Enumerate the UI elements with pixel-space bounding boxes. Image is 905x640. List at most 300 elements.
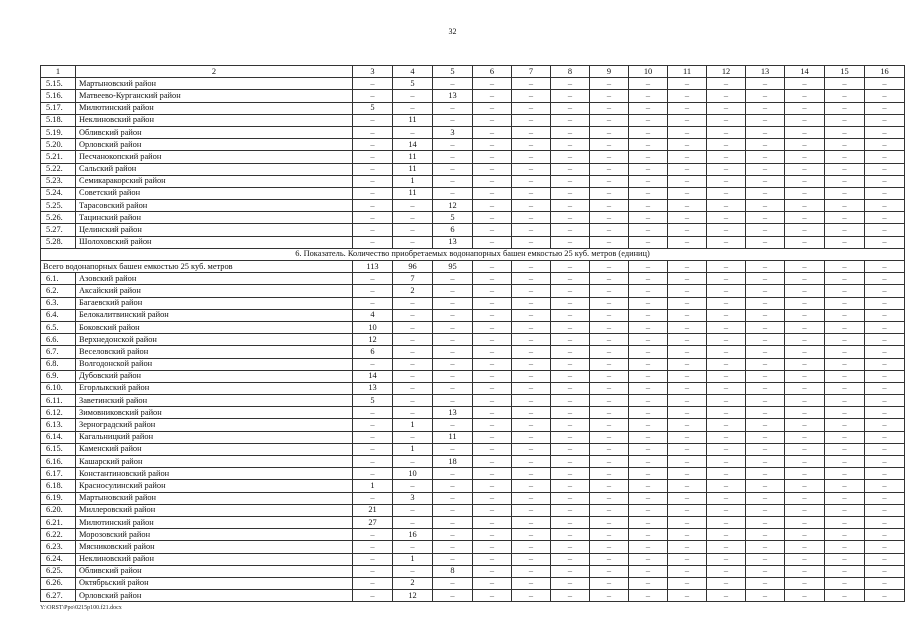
empty-cell: – xyxy=(707,187,746,199)
table-row xyxy=(41,151,905,163)
empty-cell: – xyxy=(668,516,707,528)
district-name: Красносулинский район xyxy=(76,480,353,492)
district-name: Тацинский район xyxy=(76,212,353,224)
empty-cell: – xyxy=(473,419,512,431)
empty-cell: – xyxy=(629,492,668,504)
district-name: Боковский район xyxy=(76,321,353,333)
empty-cell: – xyxy=(668,200,707,212)
empty-cell: – xyxy=(746,224,785,236)
empty-cell: – xyxy=(707,480,746,492)
empty-cell: – xyxy=(551,200,590,212)
empty-cell: – xyxy=(707,78,746,90)
empty-cell: – xyxy=(433,443,473,455)
empty-cell: – xyxy=(707,285,746,297)
empty-cell: – xyxy=(746,395,785,407)
empty-cell: – xyxy=(785,236,825,248)
empty-cell: – xyxy=(865,126,905,138)
empty-cell: – xyxy=(668,492,707,504)
empty-cell: – xyxy=(433,504,473,516)
empty-cell: – xyxy=(551,431,590,443)
row-number: 6.22. xyxy=(41,529,76,541)
empty-cell: – xyxy=(785,334,825,346)
district-name: Обливский район xyxy=(76,126,353,138)
empty-cell: – xyxy=(707,419,746,431)
empty-cell: – xyxy=(865,273,905,285)
empty-cell: – xyxy=(746,577,785,589)
empty-cell: – xyxy=(473,346,512,358)
empty-cell: – xyxy=(865,321,905,333)
empty-cell: – xyxy=(785,590,825,602)
empty-cell: – xyxy=(825,224,865,236)
empty-cell: – xyxy=(433,419,473,431)
empty-cell: – xyxy=(590,139,629,151)
empty-cell: – xyxy=(353,175,393,187)
empty-cell: – xyxy=(512,334,551,346)
empty-cell: – xyxy=(746,200,785,212)
empty-cell: – xyxy=(825,309,865,321)
empty-cell: – xyxy=(785,126,825,138)
row-number: 5.20. xyxy=(41,139,76,151)
value-cell: 5 xyxy=(433,212,473,224)
table-row xyxy=(41,590,905,602)
empty-cell: – xyxy=(393,334,433,346)
empty-cell: – xyxy=(512,529,551,541)
empty-cell: – xyxy=(629,90,668,102)
district-name: Зимовниковский район xyxy=(76,407,353,419)
empty-cell: – xyxy=(865,480,905,492)
empty-cell: – xyxy=(629,224,668,236)
value-cell: 5 xyxy=(393,78,433,90)
value-cell: 13 xyxy=(433,236,473,248)
empty-cell: – xyxy=(668,334,707,346)
empty-cell: – xyxy=(865,297,905,309)
empty-cell: – xyxy=(393,395,433,407)
value-cell: 12 xyxy=(353,334,393,346)
empty-cell: – xyxy=(473,273,512,285)
table-row xyxy=(41,370,905,382)
empty-cell: – xyxy=(353,297,393,309)
empty-cell: – xyxy=(433,273,473,285)
total-label: Всего водонапорных башен емкостью 25 куб. метров xyxy=(41,261,353,273)
empty-cell: – xyxy=(668,358,707,370)
empty-cell: – xyxy=(590,334,629,346)
empty-cell: – xyxy=(629,443,668,455)
empty-cell: – xyxy=(825,285,865,297)
empty-cell: – xyxy=(512,577,551,589)
empty-cell: – xyxy=(668,419,707,431)
empty-cell: – xyxy=(590,224,629,236)
empty-cell: – xyxy=(668,261,707,273)
empty-cell: – xyxy=(551,224,590,236)
empty-cell: – xyxy=(433,590,473,602)
empty-cell: – xyxy=(707,334,746,346)
empty-cell: – xyxy=(707,175,746,187)
empty-cell: – xyxy=(825,443,865,455)
section-title: 6. Показатель. Количество приобретаемых водонапорных башен емкостью 25 куб. метров (единиц) xyxy=(41,248,905,260)
empty-cell: – xyxy=(353,200,393,212)
empty-cell: – xyxy=(473,456,512,468)
empty-cell: – xyxy=(551,114,590,126)
empty-cell: – xyxy=(785,504,825,516)
empty-cell: – xyxy=(393,480,433,492)
empty-cell: – xyxy=(473,224,512,236)
value-cell: 13 xyxy=(433,407,473,419)
empty-cell: – xyxy=(433,358,473,370)
empty-cell: – xyxy=(668,309,707,321)
district-name: Заветинский район xyxy=(76,395,353,407)
value-cell: 11 xyxy=(393,151,433,163)
empty-cell: – xyxy=(512,187,551,199)
empty-cell: – xyxy=(746,407,785,419)
district-name: Дубовский район xyxy=(76,370,353,382)
empty-cell: – xyxy=(707,456,746,468)
empty-cell: – xyxy=(473,565,512,577)
empty-cell: – xyxy=(512,480,551,492)
empty-cell: – xyxy=(512,78,551,90)
empty-cell: – xyxy=(825,468,865,480)
empty-cell: – xyxy=(746,261,785,273)
empty-cell: – xyxy=(473,431,512,443)
empty-cell: – xyxy=(629,212,668,224)
district-name: Обливский район xyxy=(76,565,353,577)
row-number: 5.17. xyxy=(41,102,76,114)
empty-cell: – xyxy=(473,468,512,480)
empty-cell: – xyxy=(865,90,905,102)
empty-cell: – xyxy=(865,590,905,602)
row-number: 5.22. xyxy=(41,163,76,175)
empty-cell: – xyxy=(825,431,865,443)
empty-cell: – xyxy=(865,78,905,90)
empty-cell: – xyxy=(353,456,393,468)
value-cell: 16 xyxy=(393,529,433,541)
empty-cell: – xyxy=(551,126,590,138)
empty-cell: – xyxy=(590,200,629,212)
row-number: 6.18. xyxy=(41,480,76,492)
empty-cell: – xyxy=(512,431,551,443)
empty-cell: – xyxy=(746,504,785,516)
empty-cell: – xyxy=(473,382,512,394)
empty-cell: – xyxy=(785,346,825,358)
empty-cell: – xyxy=(707,261,746,273)
row-number: 5.27. xyxy=(41,224,76,236)
empty-cell: – xyxy=(785,114,825,126)
empty-cell: – xyxy=(551,541,590,553)
column-number: 13 xyxy=(746,66,785,78)
district-name: Морозовский район xyxy=(76,529,353,541)
empty-cell: – xyxy=(473,261,512,273)
table-row xyxy=(41,187,905,199)
empty-cell: – xyxy=(825,175,865,187)
total-value: 113 xyxy=(353,261,393,273)
empty-cell: – xyxy=(353,577,393,589)
empty-cell: – xyxy=(551,419,590,431)
empty-cell: – xyxy=(473,395,512,407)
district-name: Егорлыкский район xyxy=(76,382,353,394)
empty-cell: – xyxy=(590,358,629,370)
empty-cell: – xyxy=(785,431,825,443)
empty-cell: – xyxy=(785,553,825,565)
empty-cell: – xyxy=(668,553,707,565)
table-row xyxy=(41,395,905,407)
empty-cell: – xyxy=(551,102,590,114)
empty-cell: – xyxy=(785,516,825,528)
value-cell: 14 xyxy=(353,370,393,382)
empty-cell: – xyxy=(865,102,905,114)
district-name: Мартыновский район xyxy=(76,492,353,504)
table-row xyxy=(41,480,905,492)
empty-cell: – xyxy=(707,90,746,102)
table-row xyxy=(41,126,905,138)
district-name: Матвеево-Курганский район xyxy=(76,90,353,102)
empty-cell: – xyxy=(629,200,668,212)
row-number: 6.2. xyxy=(41,285,76,297)
row-number: 6.13. xyxy=(41,419,76,431)
column-number: 11 xyxy=(668,66,707,78)
empty-cell: – xyxy=(785,529,825,541)
empty-cell: – xyxy=(433,321,473,333)
empty-cell: – xyxy=(393,321,433,333)
empty-cell: – xyxy=(825,553,865,565)
empty-cell: – xyxy=(551,468,590,480)
empty-cell: – xyxy=(551,334,590,346)
empty-cell: – xyxy=(865,565,905,577)
empty-cell: – xyxy=(551,78,590,90)
empty-cell: – xyxy=(746,480,785,492)
empty-cell: – xyxy=(353,151,393,163)
empty-cell: – xyxy=(746,334,785,346)
empty-cell: – xyxy=(473,212,512,224)
empty-cell: – xyxy=(473,334,512,346)
value-cell: 5 xyxy=(353,102,393,114)
table-row xyxy=(41,309,905,321)
empty-cell: – xyxy=(785,139,825,151)
row-number: 6.19. xyxy=(41,492,76,504)
empty-cell: – xyxy=(865,492,905,504)
district-name: Целинский район xyxy=(76,224,353,236)
empty-cell: – xyxy=(433,151,473,163)
empty-cell: – xyxy=(590,114,629,126)
district-name: Мясниковский район xyxy=(76,541,353,553)
empty-cell: – xyxy=(353,163,393,175)
empty-cell: – xyxy=(825,382,865,394)
empty-cell: – xyxy=(590,577,629,589)
empty-cell: – xyxy=(668,577,707,589)
empty-cell: – xyxy=(433,297,473,309)
empty-cell: – xyxy=(707,102,746,114)
empty-cell: – xyxy=(668,480,707,492)
empty-cell: – xyxy=(629,504,668,516)
table-row xyxy=(41,273,905,285)
row-number: 6.24. xyxy=(41,553,76,565)
empty-cell: – xyxy=(393,200,433,212)
empty-cell: – xyxy=(668,407,707,419)
column-number: 12 xyxy=(707,66,746,78)
empty-cell: – xyxy=(512,163,551,175)
empty-cell: – xyxy=(746,370,785,382)
empty-cell: – xyxy=(551,553,590,565)
value-cell: 1 xyxy=(353,480,393,492)
empty-cell: – xyxy=(433,334,473,346)
empty-cell: – xyxy=(668,431,707,443)
empty-cell: – xyxy=(473,236,512,248)
district-name: Милютинский район xyxy=(76,102,353,114)
file-path-footer: Y:\ORST\Ppo\0215p100.f21.docx xyxy=(40,605,122,611)
empty-cell: – xyxy=(473,187,512,199)
empty-cell: – xyxy=(668,346,707,358)
total-row xyxy=(41,261,905,273)
empty-cell: – xyxy=(473,102,512,114)
empty-cell: – xyxy=(473,163,512,175)
empty-cell: – xyxy=(746,419,785,431)
value-cell: 8 xyxy=(433,565,473,577)
empty-cell: – xyxy=(473,151,512,163)
empty-cell: – xyxy=(825,78,865,90)
empty-cell: – xyxy=(433,114,473,126)
empty-cell: – xyxy=(746,346,785,358)
empty-cell: – xyxy=(785,78,825,90)
empty-cell: – xyxy=(785,212,825,224)
table-row xyxy=(41,492,905,504)
row-number: 5.28. xyxy=(41,236,76,248)
row-number: 5.15. xyxy=(41,78,76,90)
empty-cell: – xyxy=(393,565,433,577)
empty-cell: – xyxy=(865,407,905,419)
empty-cell: – xyxy=(393,236,433,248)
empty-cell: – xyxy=(629,285,668,297)
value-cell: 2 xyxy=(393,577,433,589)
empty-cell: – xyxy=(590,395,629,407)
row-number: 6.27. xyxy=(41,590,76,602)
empty-cell: – xyxy=(353,187,393,199)
empty-cell: – xyxy=(393,297,433,309)
column-number: 10 xyxy=(629,66,668,78)
empty-cell: – xyxy=(512,504,551,516)
empty-cell: – xyxy=(825,163,865,175)
row-number: 6.1. xyxy=(41,273,76,285)
table-row xyxy=(41,321,905,333)
empty-cell: – xyxy=(668,285,707,297)
empty-cell: – xyxy=(629,370,668,382)
empty-cell: – xyxy=(512,395,551,407)
empty-cell: – xyxy=(473,577,512,589)
empty-cell: – xyxy=(865,431,905,443)
district-name: Октябрьский район xyxy=(76,577,353,589)
value-cell: 3 xyxy=(393,492,433,504)
empty-cell: – xyxy=(785,261,825,273)
empty-cell: – xyxy=(629,480,668,492)
empty-cell: – xyxy=(473,541,512,553)
empty-cell: – xyxy=(785,175,825,187)
empty-cell: – xyxy=(590,212,629,224)
empty-cell: – xyxy=(746,529,785,541)
empty-cell: – xyxy=(865,334,905,346)
empty-cell: – xyxy=(393,456,433,468)
district-name: Азовский район xyxy=(76,273,353,285)
empty-cell: – xyxy=(825,358,865,370)
empty-cell: – xyxy=(668,273,707,285)
empty-cell: – xyxy=(433,285,473,297)
empty-cell: – xyxy=(668,187,707,199)
empty-cell: – xyxy=(393,224,433,236)
page-number: 32 xyxy=(448,27,457,36)
empty-cell: – xyxy=(629,419,668,431)
empty-cell: – xyxy=(512,297,551,309)
empty-cell: – xyxy=(865,419,905,431)
empty-cell: – xyxy=(433,139,473,151)
empty-cell: – xyxy=(590,382,629,394)
row-number: 6.25. xyxy=(41,565,76,577)
empty-cell: – xyxy=(825,590,865,602)
empty-cell: – xyxy=(707,529,746,541)
empty-cell: – xyxy=(433,163,473,175)
row-number: 6.21. xyxy=(41,516,76,528)
empty-cell: – xyxy=(629,577,668,589)
empty-cell: – xyxy=(590,480,629,492)
empty-cell: – xyxy=(629,151,668,163)
empty-cell: – xyxy=(551,395,590,407)
empty-cell: – xyxy=(590,346,629,358)
empty-cell: – xyxy=(825,504,865,516)
empty-cell: – xyxy=(551,151,590,163)
empty-cell: – xyxy=(668,224,707,236)
empty-cell: – xyxy=(629,358,668,370)
value-cell: 10 xyxy=(393,468,433,480)
empty-cell: – xyxy=(353,212,393,224)
row-number: 6.26. xyxy=(41,577,76,589)
empty-cell: – xyxy=(512,321,551,333)
empty-cell: – xyxy=(590,187,629,199)
empty-cell: – xyxy=(433,492,473,504)
empty-cell: – xyxy=(746,358,785,370)
empty-cell: – xyxy=(707,407,746,419)
district-name: Багаевский район xyxy=(76,297,353,309)
district-name: Милютинский район xyxy=(76,516,353,528)
column-number: 1 xyxy=(41,66,76,78)
empty-cell: – xyxy=(433,102,473,114)
row-number: 5.21. xyxy=(41,151,76,163)
empty-cell: – xyxy=(707,553,746,565)
district-name: Белокалитвинский район xyxy=(76,309,353,321)
empty-cell: – xyxy=(590,163,629,175)
empty-cell: – xyxy=(825,456,865,468)
row-number: 5.25. xyxy=(41,200,76,212)
empty-cell: – xyxy=(512,175,551,187)
column-number: 14 xyxy=(785,66,825,78)
empty-cell: – xyxy=(629,456,668,468)
value-cell: 12 xyxy=(433,200,473,212)
empty-cell: – xyxy=(473,407,512,419)
empty-cell: – xyxy=(785,407,825,419)
empty-cell: – xyxy=(590,468,629,480)
row-number: 6.15. xyxy=(41,443,76,455)
district-name: Аксайский район xyxy=(76,285,353,297)
empty-cell: – xyxy=(551,309,590,321)
empty-cell: – xyxy=(433,480,473,492)
empty-cell: – xyxy=(353,443,393,455)
empty-cell: – xyxy=(512,236,551,248)
empty-cell: – xyxy=(865,553,905,565)
table-row xyxy=(41,553,905,565)
empty-cell: – xyxy=(668,163,707,175)
empty-cell: – xyxy=(551,321,590,333)
empty-cell: – xyxy=(590,370,629,382)
district-name: Мартыновский район xyxy=(76,78,353,90)
empty-cell: – xyxy=(707,382,746,394)
empty-cell: – xyxy=(707,224,746,236)
empty-cell: – xyxy=(825,126,865,138)
empty-cell: – xyxy=(785,419,825,431)
district-name: Неклиновский район xyxy=(76,114,353,126)
